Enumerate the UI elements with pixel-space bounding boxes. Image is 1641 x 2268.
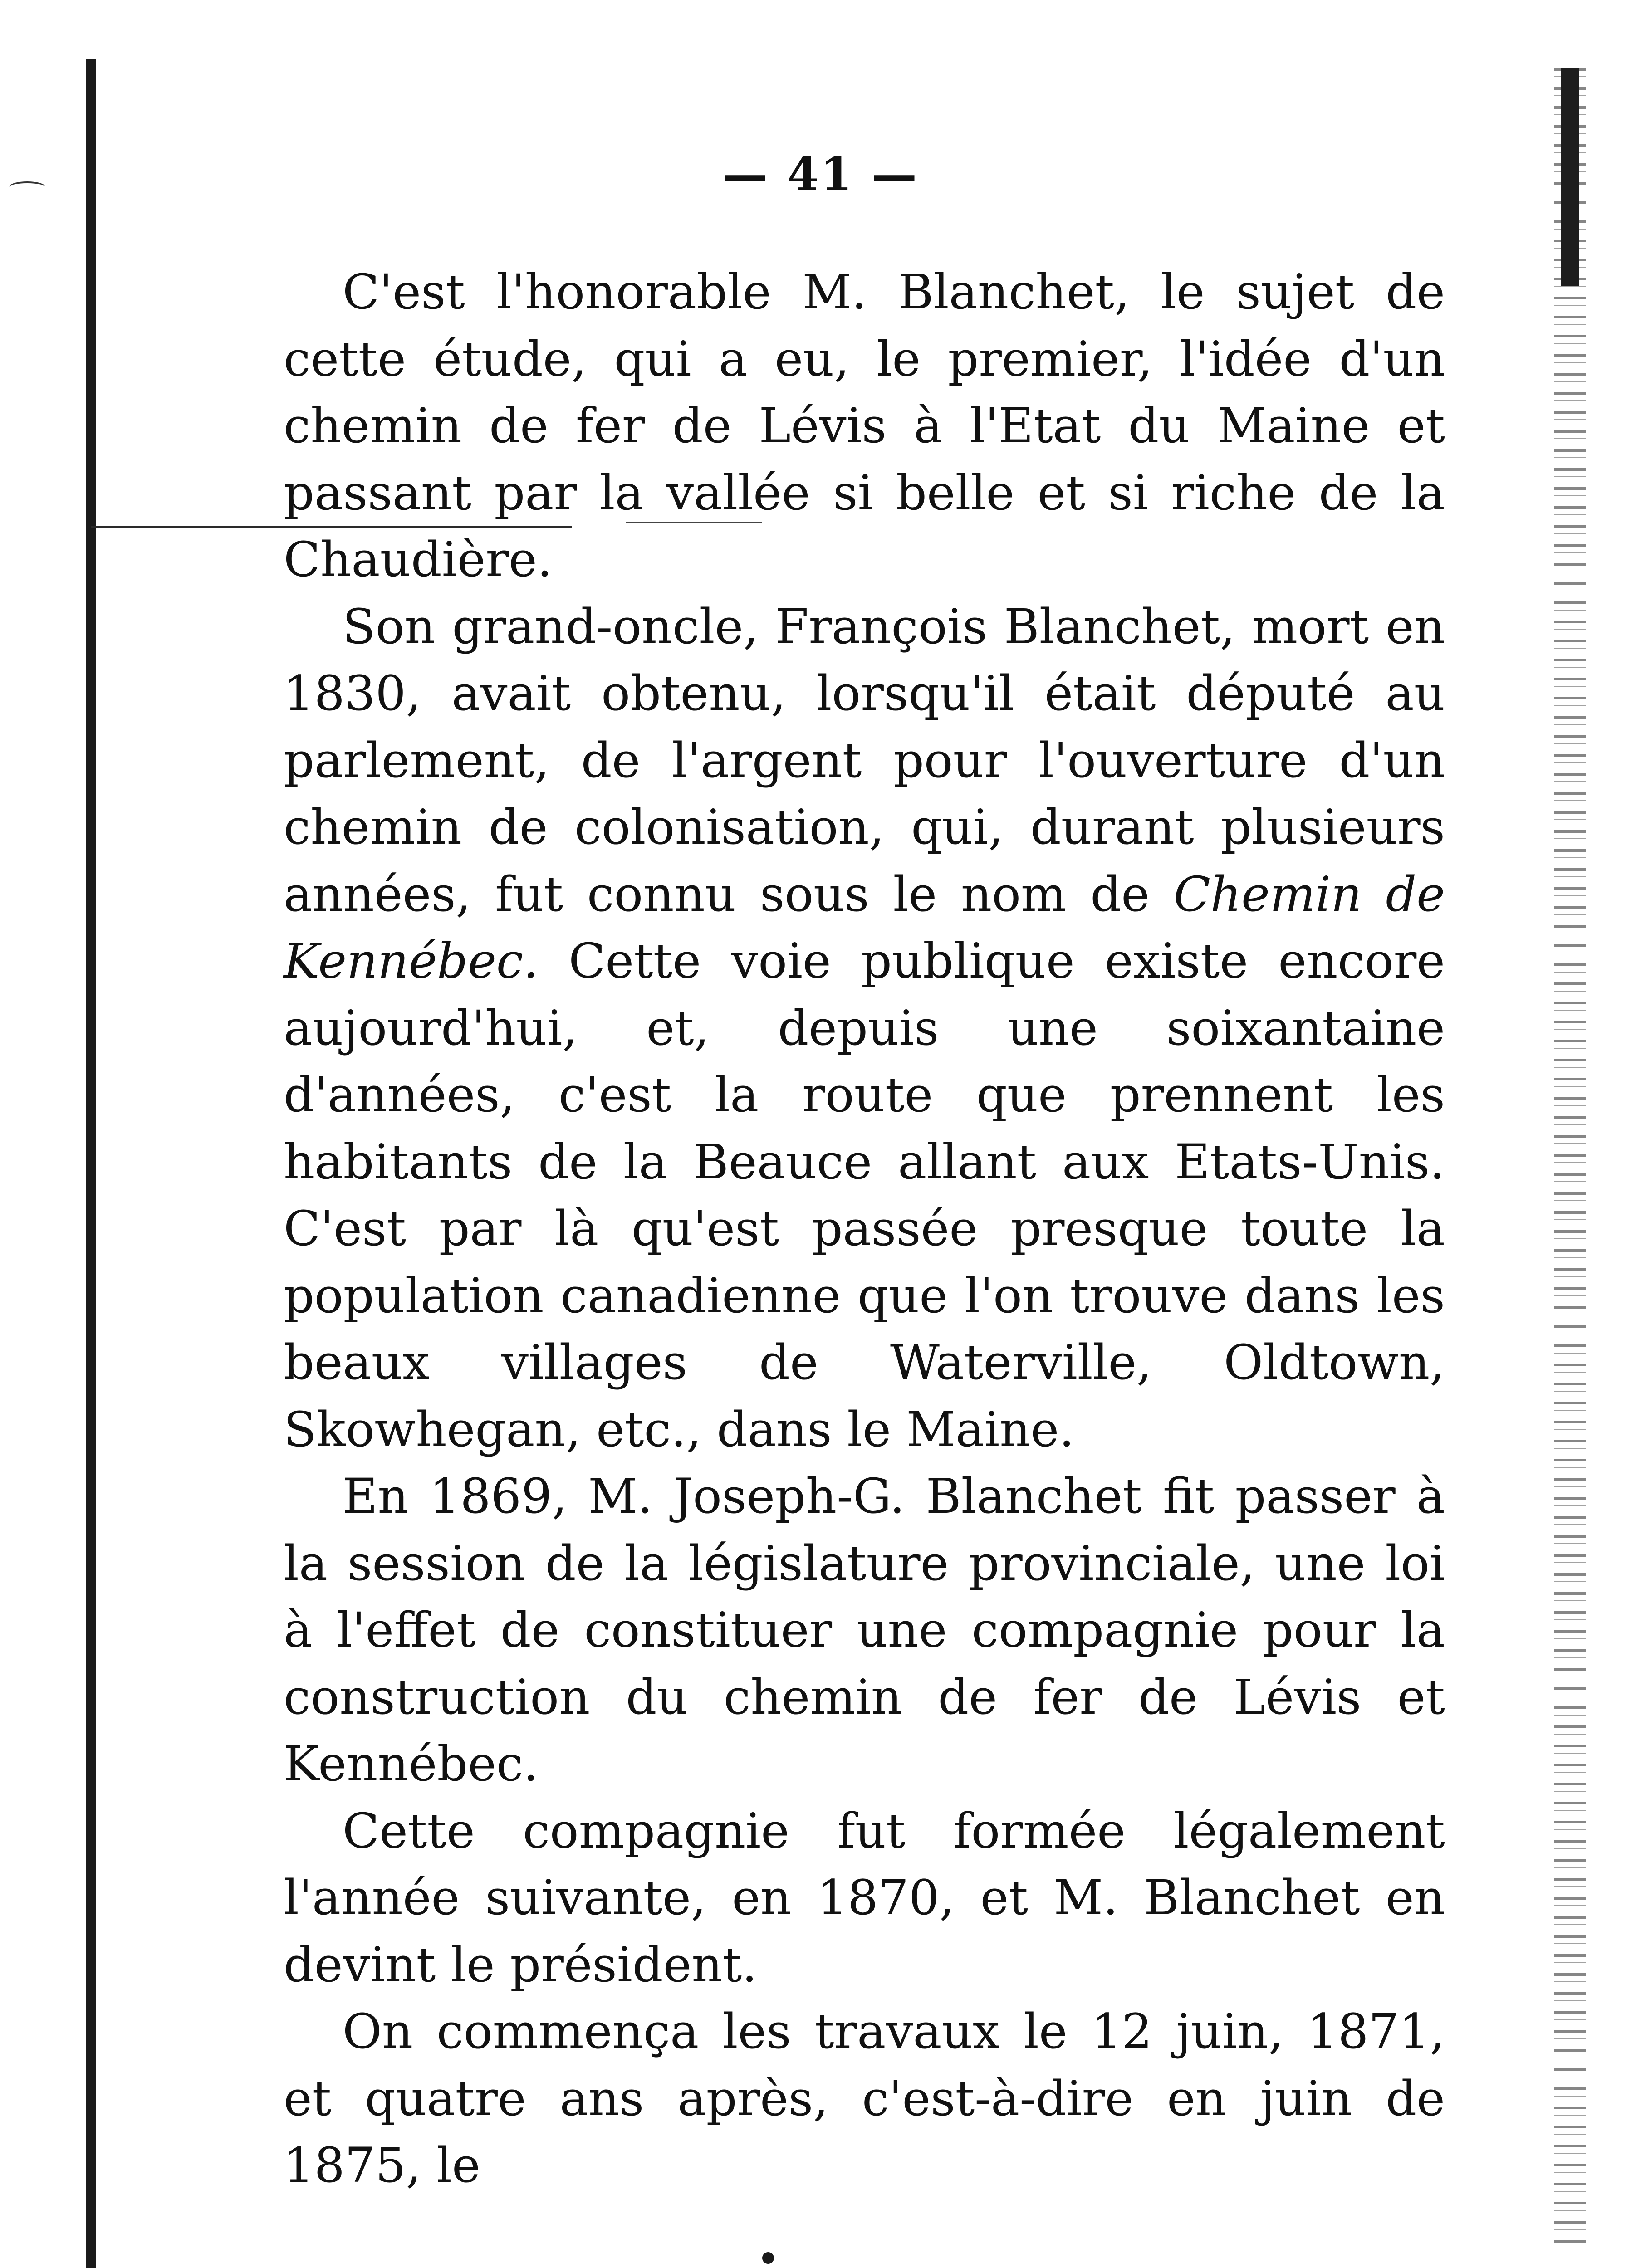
paragraph-4: Cette compagnie fut formée légalement l'année suivante, en 1870, et M. Blanchet en devint le président. [284, 1803, 1445, 1993]
paragraph-1: C'est l'honorable M. Blanchet, le sujet de cette étude, qui a eu, le premier, l'idée d'un chemin de fer de Lévis à l'Etat du Maine et passant par la vallée si belle et si riche de la Chaudière. [284, 264, 1445, 587]
ink-dot [762, 2252, 774, 2264]
paragraph-2 [284, 593, 1445, 1463]
paragraph-3: En 1869, M. Joseph-G. Blanchet fit passer à la session de la législature provinciale, une loi à l'effet de constituer une compagnie pour la construction du chemin de fer de Lévis et Kennébec. [284, 1468, 1445, 1792]
page-edge-strip [1554, 68, 1586, 2245]
paragraph-2-text-b: Cette voie publique existe encore aujourd'hui, et, depuis une soixantaine d'années, c'est la route que prennent les habitants de la Beauce allant aux Etats-Unis. C'est par là qu'est passée presque toute la population canadienne que l'on trouve dans les beaux villages de Waterville, Oldtown, Skowhegan, etc., dans le Maine. [284, 933, 1445, 1457]
paragraph-2-italic-road-name: Chemin de Kennébec. [284, 866, 1445, 989]
page-number: — 41 — [722, 147, 919, 201]
binding-edge-line [86, 59, 96, 2268]
paragraph-2-text-a: Son grand-oncle, François Blanchet, mort en 1830, avait obtenu, lorsqu'il était député au parlement, de l'argent pour l'ouverture d'un chemin de colonisation, qui, durant plusieurs années, fut connu sous le nom de [284, 598, 1445, 922]
body-text [284, 259, 1445, 2199]
paragraph-5: On commença les travaux le 12 juin, 1871, et quatre ans après, c'est-à-dire en juin de 1875, le [284, 2004, 1445, 2193]
